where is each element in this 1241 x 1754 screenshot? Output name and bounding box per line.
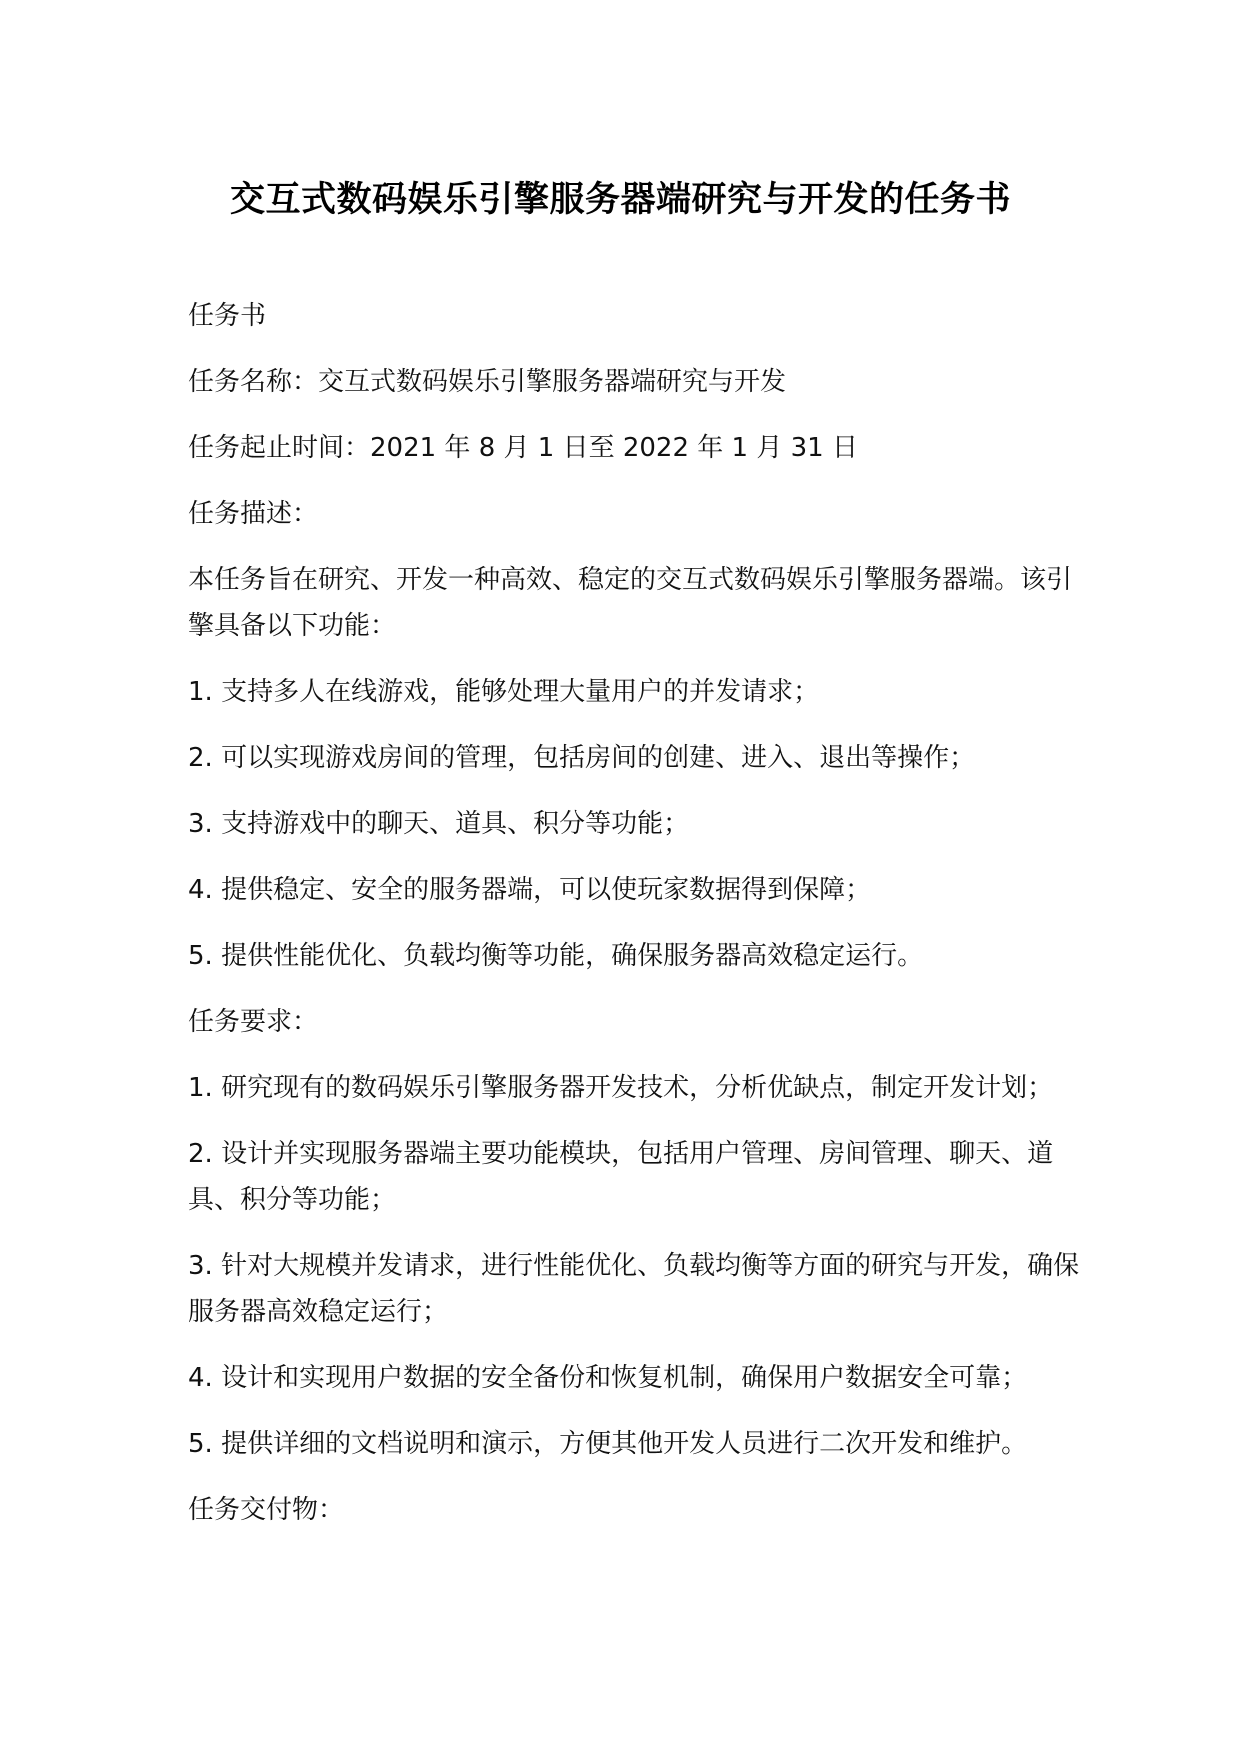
heading-task-requirements: 任务要求： — [188, 1007, 319, 1037]
heading-task-description: 任务描述： — [188, 499, 319, 529]
requirement-item-2: 2. 设计并实现服务器端主要功能模块，包括用户管理、房间管理、聊天、道具、积分等功能； — [188, 1139, 1054, 1215]
description-intro: 本任务旨在研究、开发一种高效、稳定的交互式数码娱乐引擎服务器端。该引擎具备以下功能： — [188, 565, 1073, 641]
document-body — [188, 293, 1093, 1553]
heading-task-book: 任务书 — [188, 301, 267, 331]
requirement-item-3: 3. 针对大规模并发请求，进行性能优化、负载均衡等方面的研究与开发，确保服务器高效稳定运行； — [188, 1251, 1080, 1327]
task-period: 任务起止时间：2021 年 8 月 1 日至 2022 年 1 月 31 日 — [188, 433, 858, 463]
document-title: 交互式数码娱乐引擎服务器端研究与开发的任务书 — [229, 180, 1011, 220]
requirement-item-4: 4. 设计和实现用户数据的安全备份和恢复机制，确保用户数据安全可靠； — [188, 1363, 1028, 1393]
requirement-item-1: 1. 研究现有的数码娱乐引擎服务器开发技术，分析优缺点，制定开发计划； — [188, 1073, 1054, 1103]
feature-item-3: 3. 支持游戏中的聊天、道具、积分等功能； — [188, 809, 690, 839]
feature-item-5: 5. 提供性能优化、负载均衡等功能，确保服务器高效稳定运行。 — [188, 941, 924, 971]
task-name: 任务名称：交互式数码娱乐引擎服务器端研究与开发 — [188, 367, 787, 397]
feature-item-2: 2. 可以实现游戏房间的管理，包括房间的创建、进入、退出等操作； — [188, 743, 976, 773]
feature-item-4: 4. 提供稳定、安全的服务器端，可以使玩家数据得到保障； — [188, 875, 872, 905]
requirement-item-5: 5. 提供详细的文档说明和演示，方便其他开发人员进行二次开发和维护。 — [188, 1429, 1028, 1459]
feature-item-1: 1. 支持多人在线游戏，能够处理大量用户的并发请求； — [188, 677, 820, 707]
heading-task-deliverables: 任务交付物： — [188, 1495, 345, 1525]
